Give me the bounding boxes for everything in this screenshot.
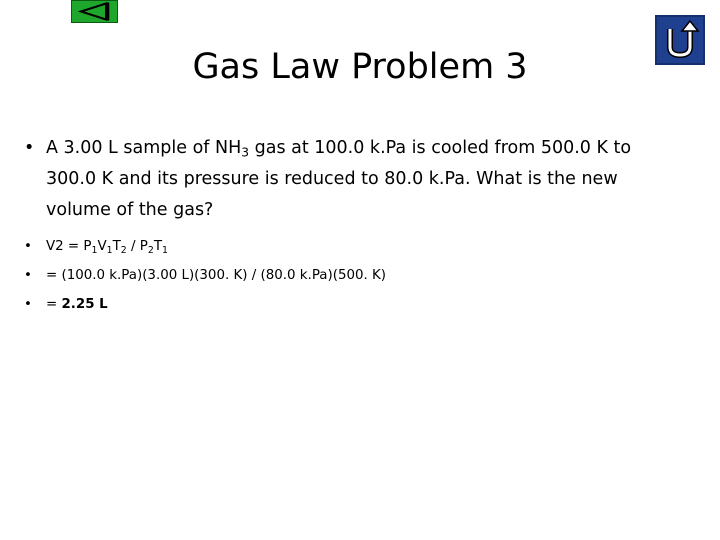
subscript: 1 [91,244,98,256]
slide-title: Gas Law Problem 3 [192,47,528,87]
formula-line [24,232,686,261]
formula-text: T [153,239,163,254]
subscript: 2 [120,244,127,256]
problem-text-rest: gas at 100.0 k.Pa is cooled from 500.0 K to 300.0 K and its pressure is reduced to 80.0 k.Pa. What is the new volume of the gas? [46,138,632,220]
problem-statement [24,133,686,226]
subscript: 3 [241,145,250,160]
bullet-marker: • [24,239,32,254]
formula-text: V [97,239,107,254]
formula-text: / P [126,239,148,254]
substitution-text: = (100.0 k.Pa)(3.00 L)(300. K) / (80.0 k.Pa)(500. K) [46,268,387,283]
subscript: 2 [147,244,154,256]
substitution-line [24,261,686,290]
problem-text-start: A 3.00 L sample of NH [46,138,242,158]
result-prefix: = [46,297,62,312]
solution-steps [24,232,686,319]
formula-text: V2 = P [46,239,92,254]
formula-text: T [112,239,121,254]
back-button[interactable] [71,0,118,23]
bullet-marker: • [24,138,35,158]
subscript: 1 [106,244,113,256]
result-value: 2.25 L [61,297,108,312]
bullet-marker: • [24,297,32,312]
bullet-marker: • [24,268,32,283]
subscript: 1 [162,244,168,256]
left-triangle-icon [72,1,117,22]
result-line [24,290,686,319]
